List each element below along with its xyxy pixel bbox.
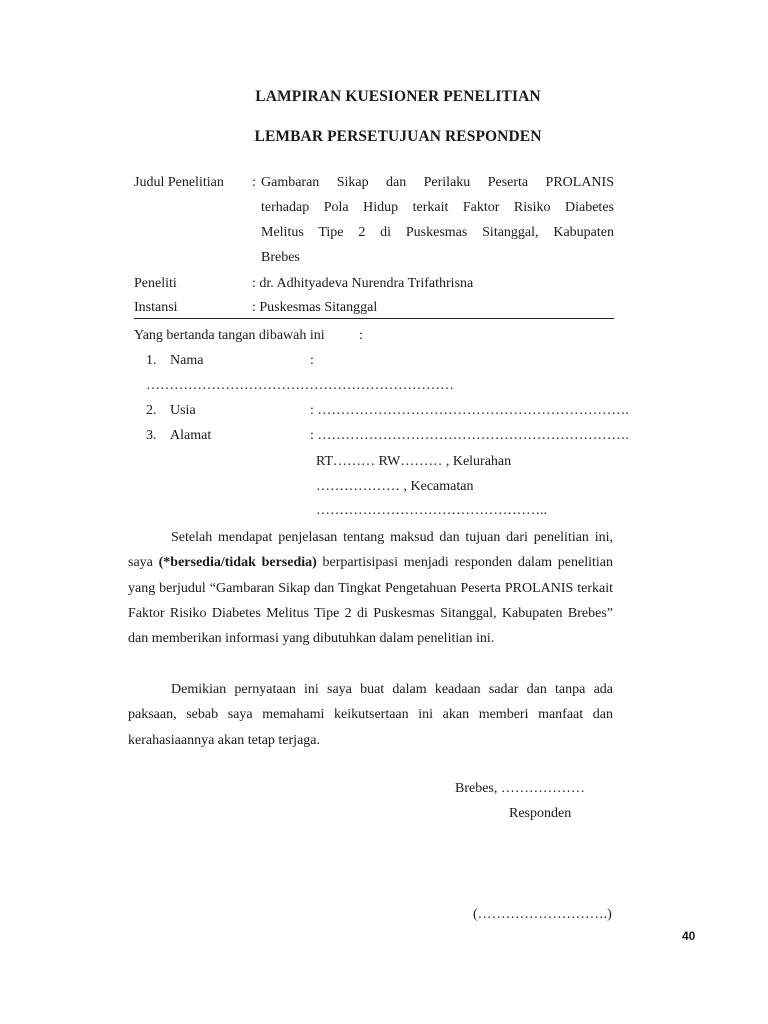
instansi-value: : Puskesmas Sitanggal (252, 300, 378, 315)
address-rt-rw: RT……… RW……… , Kelurahan (316, 454, 512, 469)
judul-line: terhadap Pola Hidup terkait Faktor Risiko Diabetes (261, 200, 614, 215)
judul-value (261, 170, 614, 270)
statement-text: Demikian pernyataan ini saya buat dalam keadaan sadar dan tanpa ada paksaan, sebab saya memahami keikutsertaan ini akan memberi manfaat dan kerahasiaannya akan tetap terjaga. (128, 682, 613, 748)
address-extra: ………………………………………….. (316, 503, 547, 518)
document-title: LAMPIRAN KUESIONER PENELITIAN (255, 88, 541, 105)
item-number: 1. (146, 353, 157, 368)
peneliti-value: : dr. Adhityadeva Nurendra Trifathrisna (252, 276, 474, 291)
alamat-field: : …………………………………………………………. (310, 428, 629, 443)
alamat-label: Alamat (170, 428, 212, 443)
peneliti-label: Peneliti (134, 276, 177, 291)
nama-colon: : (310, 353, 314, 368)
address-kecamatan: ……………… , Kecamatan (316, 479, 474, 494)
signature-line: (……………………….) (473, 907, 612, 922)
consent-paragraph (128, 525, 613, 651)
place-date: Brebes, ……………… (455, 781, 585, 796)
divider-line (134, 318, 614, 319)
nama-label: Nama (170, 353, 204, 368)
consent-text-cont: berpartisipasi menjadi responden dalam penelitian yang berjudul “Gambaran Sikap dan Tingkat Pengetahuan Peserta PROLANIS terkait Faktor Risiko Diabetes Melitus Tipe 2 di Puskesmas Sitanggal, Kabupaten Brebes” dan memberikan informasi yang dibutuhkan dalam penelitian ini. (128, 555, 613, 647)
respondent-label: Responden (509, 806, 572, 821)
statement-paragraph (128, 677, 613, 753)
instansi-label: Instansi (134, 300, 178, 315)
judul-label: Judul Penelitian (134, 175, 224, 190)
usia-field: : …………………………………………………………. (310, 403, 629, 418)
judul-line: Gambaran Sikap dan Perilaku Peserta PROLANIS (261, 175, 614, 190)
consent-choice: (*bersedia/tidak bersedia) (158, 555, 317, 571)
nama-field: ………………………………………………………… (146, 378, 454, 393)
intro-text: Yang bertanda tangan dibawah ini (134, 328, 325, 343)
document-subtitle: LEMBAR PERSETUJUAN RESPONDEN (254, 128, 542, 145)
intro-colon: : (359, 328, 363, 343)
judul-colon: : (252, 175, 256, 190)
page-number: 40 (682, 929, 696, 943)
consent-text: Setelah mendapat penjelasan tentang maksud dan tujuan dari penelitian ini, saya (128, 530, 613, 571)
judul-line: Brebes (261, 250, 300, 265)
usia-label: Usia (170, 403, 196, 418)
item-number: 3. (146, 428, 157, 443)
item-number: 2. (146, 403, 157, 418)
judul-line: Melitus Tipe 2 di Puskesmas Sitanggal, Kabupaten (261, 225, 614, 240)
